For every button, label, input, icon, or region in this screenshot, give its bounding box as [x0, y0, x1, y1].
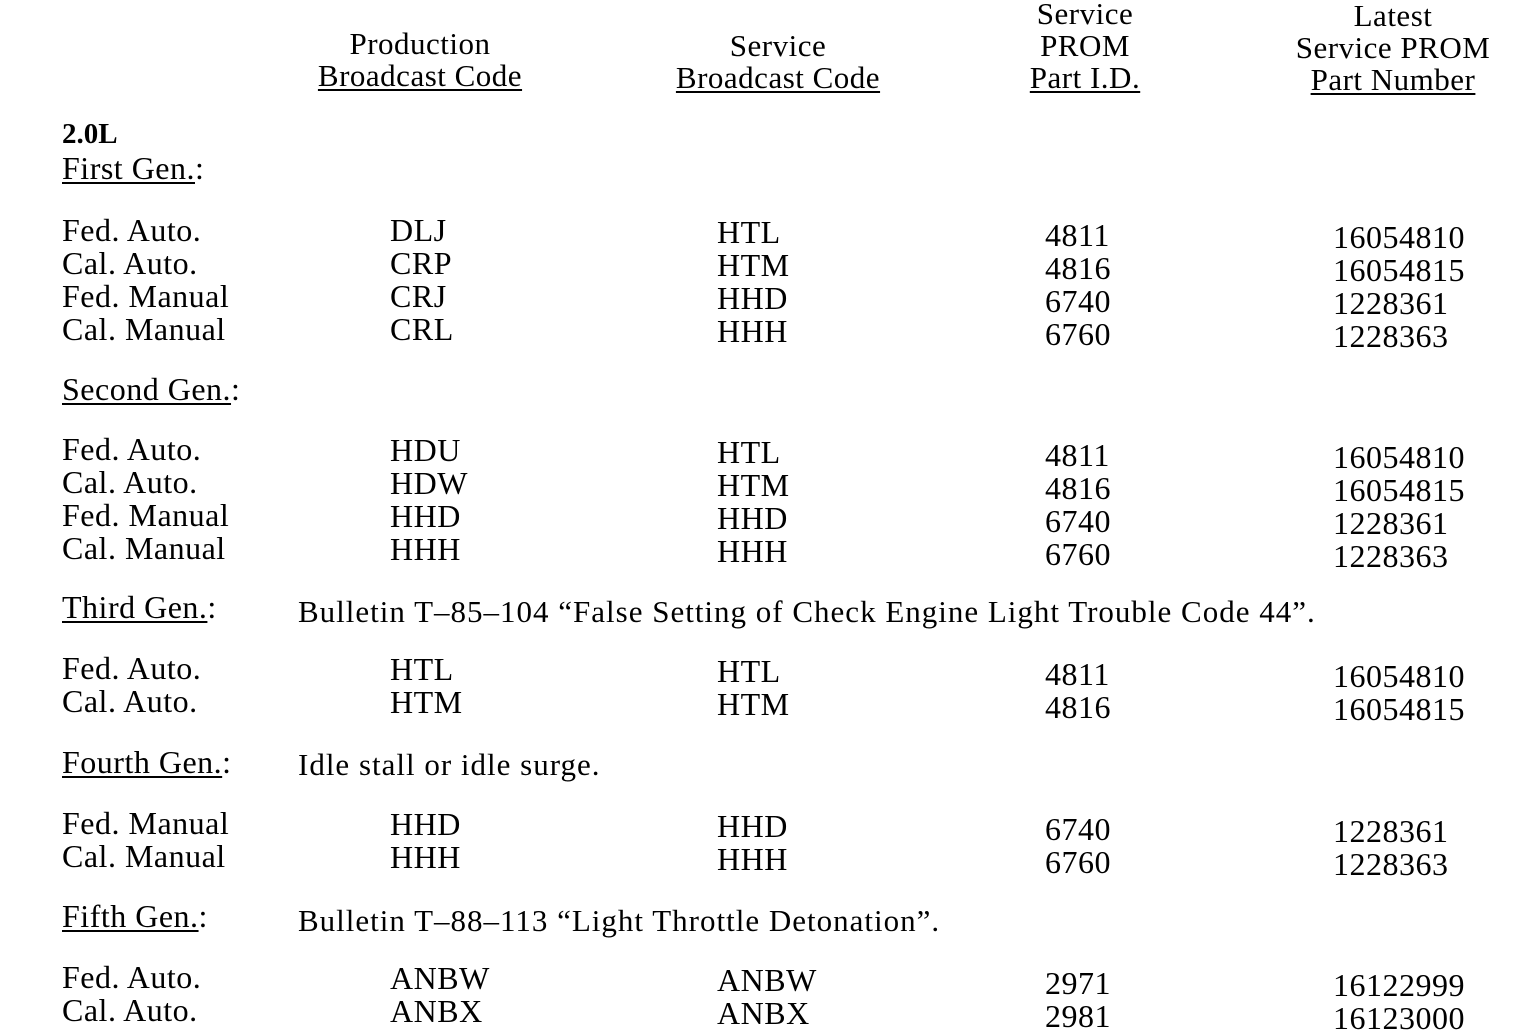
section-title-text: Third Gen. [62, 589, 208, 625]
prom-id: 4811 [1045, 656, 1110, 692]
production-code: HDU [390, 432, 461, 468]
production-code: HTM [390, 684, 463, 720]
prom-id: 4816 [1045, 250, 1111, 286]
row-label: Cal. Manual [62, 838, 226, 874]
section-3-service [717, 655, 790, 721]
header-latest-prom-line2: Service PROM [1295, 30, 1491, 65]
production-code: CRL [390, 311, 454, 347]
part-number: 16054810 [1333, 439, 1465, 475]
row-label: Fed. Auto. [62, 431, 202, 467]
section-title-colon: : [222, 744, 232, 780]
section-4-production [390, 808, 461, 874]
section-title-second-gen [62, 373, 240, 406]
part-number: 1228361 [1333, 813, 1449, 849]
part-number: 16054815 [1333, 252, 1465, 288]
section-5-service [717, 964, 817, 1030]
service-code: ANBX [717, 995, 810, 1031]
prom-id: 6760 [1045, 316, 1111, 352]
prom-id: 4816 [1045, 689, 1111, 725]
header-production [300, 28, 540, 92]
section-title-fifth-gen [62, 900, 208, 933]
row-label: Cal. Manual [62, 530, 226, 566]
prom-id: 2971 [1045, 965, 1111, 1001]
row-label: Fed. Manual [62, 278, 230, 314]
section-3-part-number [1333, 660, 1465, 726]
section-1-service [717, 216, 790, 348]
service-code: HHH [717, 841, 788, 877]
production-code: DLJ [390, 212, 447, 248]
prom-id: 6740 [1045, 811, 1111, 847]
section-4-labels [62, 807, 229, 873]
section-title-text: Fourth Gen. [62, 744, 223, 780]
part-number: 1228363 [1333, 846, 1449, 882]
header-service-prom-line2: PROM [1040, 28, 1130, 63]
row-label: Cal. Auto. [62, 245, 198, 281]
header-service-line1: Service [729, 28, 827, 63]
section-title-colon: : [207, 589, 217, 625]
service-code: HHD [717, 500, 788, 536]
section-2-labels [62, 433, 229, 565]
header-service-prom-line3: Part I.D. [1029, 60, 1141, 95]
production-code: HTL [390, 651, 454, 687]
section-4-part-number [1333, 815, 1449, 881]
row-label: Fed. Auto. [62, 212, 202, 248]
header-service-line2: Broadcast Code [675, 60, 881, 95]
row-label: Cal. Auto. [62, 683, 198, 719]
section-5-prom-id [1045, 967, 1111, 1033]
header-service-prom-line1: Service [1036, 0, 1134, 31]
prom-id: 4816 [1045, 470, 1111, 506]
part-number: 16123000 [1333, 1000, 1465, 1036]
row-label: Cal. Auto. [62, 992, 198, 1028]
section-5-part-number [1333, 969, 1465, 1035]
row-label: Cal. Manual [62, 311, 226, 347]
section-1-prom-id [1045, 219, 1111, 351]
service-code: HTM [717, 247, 790, 283]
section-title-fourth-gen [62, 746, 232, 779]
section-3-production [390, 653, 463, 719]
service-code: HTL [717, 214, 781, 250]
part-number: 1228363 [1333, 538, 1449, 574]
service-code: HTM [717, 467, 790, 503]
section-title-text: Fifth Gen. [62, 898, 199, 934]
section-2-production [390, 434, 468, 566]
part-number: 16054815 [1333, 691, 1465, 727]
production-code: CRP [390, 245, 452, 281]
service-code: HTL [717, 434, 781, 470]
part-number: 1228361 [1333, 505, 1449, 541]
service-code: HHD [717, 280, 788, 316]
section-title-text: First Gen. [62, 150, 195, 186]
part-number: 16122999 [1333, 967, 1465, 1003]
prom-id: 4811 [1045, 217, 1110, 253]
section-3-prom-id [1045, 658, 1111, 724]
section-2-service [717, 436, 790, 568]
section-5-production [390, 962, 490, 1028]
header-service [658, 30, 898, 94]
production-code: ANBX [390, 993, 483, 1029]
prom-id: 6760 [1045, 844, 1111, 880]
prom-id: 4811 [1045, 437, 1110, 473]
section-title-colon: : [195, 150, 205, 186]
section-note-fifth-gen: Bulletin T–88–113 “Light Throttle Detonation”. [298, 903, 941, 938]
header-latest-prom-line1: Latest [1353, 0, 1433, 33]
production-code: HHD [390, 498, 461, 534]
section-title-first-gen [62, 152, 204, 185]
section-title-text: Second Gen. [62, 371, 232, 407]
part-number: 16054815 [1333, 472, 1465, 508]
row-label: Fed. Auto. [62, 650, 202, 686]
section-4-prom-id [1045, 813, 1111, 879]
header-production-line2: Broadcast Code [317, 58, 523, 93]
production-code: HHH [390, 531, 461, 567]
row-label: Cal. Auto. [62, 464, 198, 500]
service-code: HHH [717, 313, 788, 349]
section-title-third-gen [62, 591, 217, 624]
service-code: HHD [717, 808, 788, 844]
part-number: 1228361 [1333, 285, 1449, 321]
section-1-production [390, 214, 454, 346]
production-code: HDW [390, 465, 468, 501]
prom-id: 6760 [1045, 536, 1111, 572]
section-5-labels [62, 961, 201, 1027]
section-2-part-number [1333, 441, 1465, 573]
header-latest-prom-line3: Part Number [1310, 62, 1476, 97]
part-number: 16054810 [1333, 219, 1465, 255]
header-service-prom [1000, 0, 1170, 94]
section-1-labels [62, 214, 229, 346]
production-code: ANBW [390, 960, 490, 996]
engine-label: 2.0L [62, 118, 118, 150]
service-code: HTL [717, 653, 781, 689]
section-2-prom-id [1045, 439, 1111, 571]
service-code: HTM [717, 686, 790, 722]
section-title-colon: : [198, 898, 208, 934]
production-code: CRJ [390, 278, 447, 314]
header-latest-prom [1278, 0, 1508, 96]
section-title-colon: : [231, 371, 241, 407]
section-4-service [717, 810, 788, 876]
part-number: 16054810 [1333, 658, 1465, 694]
prom-id: 6740 [1045, 503, 1111, 539]
production-code: HHD [390, 806, 461, 842]
service-code: ANBW [717, 962, 817, 998]
section-3-labels [62, 652, 201, 718]
service-code: HHH [717, 533, 788, 569]
prom-id: 2981 [1045, 998, 1111, 1034]
row-label: Fed. Manual [62, 497, 230, 533]
part-number: 1228363 [1333, 318, 1449, 354]
section-1-part-number [1333, 221, 1465, 353]
section-note-fourth-gen: Idle stall or idle surge. [298, 747, 601, 782]
prom-id: 6740 [1045, 283, 1111, 319]
row-label: Fed. Manual [62, 805, 230, 841]
row-label: Fed. Auto. [62, 959, 202, 995]
header-production-line1: Production [349, 26, 491, 61]
production-code: HHH [390, 839, 461, 875]
section-note-third-gen: Bulletin T–85–104 “False Setting of Check Engine Light Trouble Code 44”. [298, 594, 1316, 629]
